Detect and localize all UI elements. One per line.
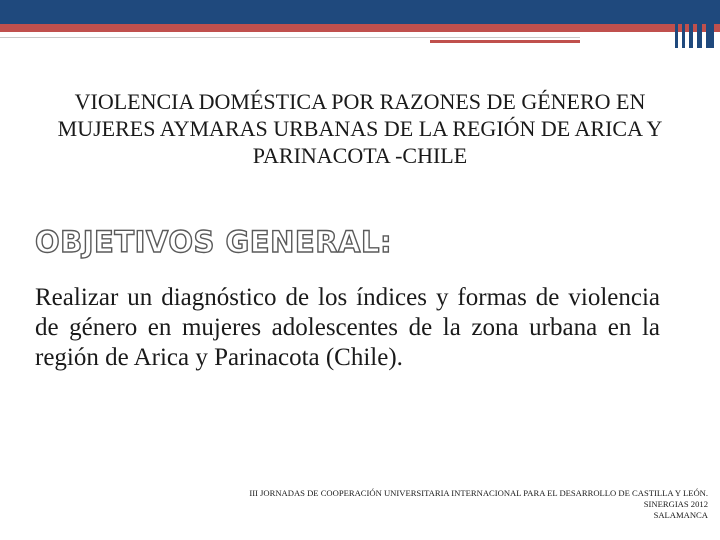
footer-line-event: III JORNADAS DE COOPERACIÓN UNIVERSITARIA INTERNACIONAL PARA EL DESARROLLO DE CASTILLA Y LEÓN. — [249, 488, 708, 498]
slide-title: VIOLENCIA DOMÉSTICA POR RAZONES DE GÉNERO EN MUJERES AYMARAS URBANAS DE LA REGIÓN DE ARICA Y PARINACOTA -CHILE — [57, 89, 663, 168]
footer-line-city: SALAMANCA — [653, 510, 708, 520]
top-decor-red-band — [0, 24, 720, 32]
footer-line-sinergias: SINERGIAS 2012 — [643, 499, 708, 509]
top-decor-red-line — [430, 40, 580, 43]
section-heading: OBJETIVOS GENERAL: — [35, 225, 393, 259]
objective-paragraph: Realizar un diagnóstico de los índices y formas de violencia de género en mujeres adolescentes de la zona urbana en la región de Arica y Parinacota (Chile). — [35, 284, 660, 371]
top-decor-line — [0, 37, 580, 38]
top-decor-band — [0, 0, 720, 24]
slide-footer — [148, 488, 708, 521]
